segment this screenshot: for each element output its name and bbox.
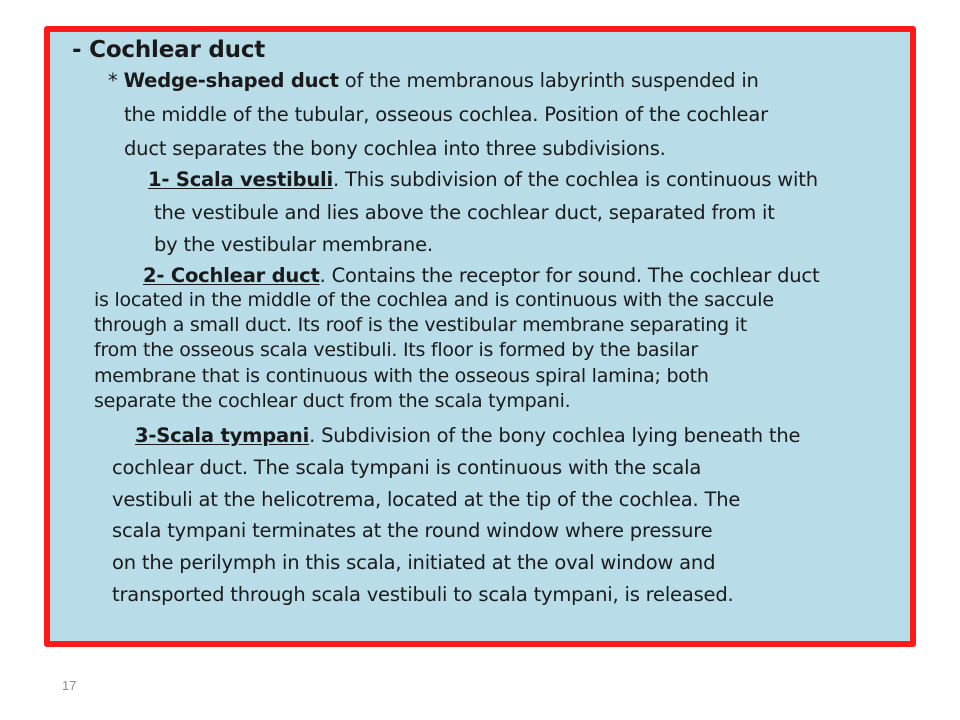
item2-line-5: membrane that is continuous with the osseous spiral lamina; both [94,365,709,387]
item1-line-2: the vestibule and lies above the cochlear duct, separated from it [154,201,775,224]
item3-line-1 [135,424,800,448]
item1-label: 1- Scala vestibuli [148,168,334,191]
item2-label: 2- Cochlear duct [143,264,320,287]
item1-line-1 [148,168,818,192]
item3-line-5: on the perilymph in this scala, initiated at the oval window and [112,551,716,574]
item2-text: . Contains the receptor for sound. The cochlear duct [319,264,820,287]
intro-term: Wedge-shaped duct [123,69,339,92]
item3-label: 3-Scala tympani [135,424,310,447]
item1-line-3: by the vestibular membrane. [154,233,433,256]
bullet-marker: * [108,69,118,92]
page-number: 17 [62,678,77,693]
item1-text: . This subdivision of the cochlea is continuous with [333,168,818,191]
item2-line-1 [143,264,819,288]
item2-line-2: is located in the middle of the cochlea and is continuous with the saccule [94,289,774,311]
item2-line-3: through a small duct. Its roof is the vestibular membrane separating it [94,314,747,336]
intro-text: of the membranous labyrinth suspended in [338,69,759,92]
item3-text: . Subdivision of the bony cochlea lying beneath the [309,424,801,447]
intro-line-1 [108,69,759,93]
item2-line-4: from the osseous scala vestibuli. Its floor is formed by the basilar [94,339,698,361]
item3-line-2: cochlear duct. The scala tympani is continuous with the scala [112,456,702,479]
item2-line-6: separate the cochlear duct from the scala tympani. [94,390,571,412]
intro-line-3: duct separates the bony cochlea into three subdivisions. [124,137,666,160]
section-heading: - Cochlear duct [72,37,266,63]
item3-line-4: scala tympani terminates at the round window where pressure [112,519,713,542]
intro-line-2: the middle of the tubular, osseous cochlea. Position of the cochlear [124,103,768,126]
item3-line-3: vestibuli at the helicotrema, located at the tip of the cochlea. The [112,488,741,511]
item3-line-6: transported through scala vestibuli to scala tympani, is released. [112,583,734,606]
